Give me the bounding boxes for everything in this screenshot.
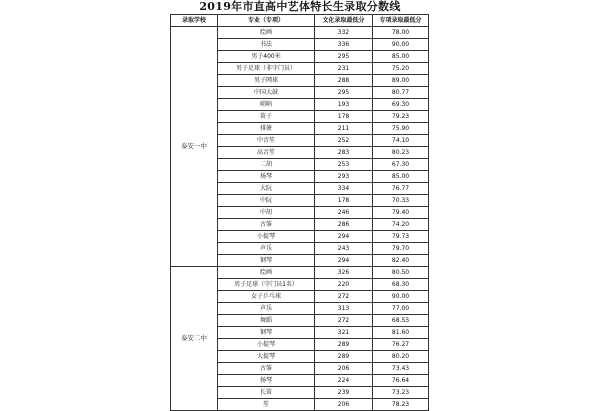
major-cell: 男子网球 bbox=[218, 75, 315, 87]
culture-score-cell: 295 bbox=[315, 87, 373, 99]
special-score-cell: 89.00 bbox=[373, 75, 429, 87]
major-cell: 二胡 bbox=[218, 159, 315, 171]
header-culture-score: 文化录取最低分 bbox=[315, 15, 373, 27]
culture-score-cell: 336 bbox=[315, 39, 373, 51]
special-score-cell: 90.00 bbox=[373, 291, 429, 303]
header-major: 专业（专项） bbox=[218, 15, 315, 27]
major-cell: 中音笙 bbox=[218, 135, 315, 147]
major-cell: 中国大鼓 bbox=[218, 87, 315, 99]
culture-score-cell: 295 bbox=[315, 51, 373, 63]
special-score-cell: 79.40 bbox=[373, 207, 429, 219]
culture-score-cell: 220 bbox=[315, 279, 373, 291]
special-score-cell: 90.00 bbox=[373, 39, 429, 51]
major-cell: 排箫 bbox=[218, 123, 315, 135]
major-cell: 绘画 bbox=[218, 267, 315, 279]
culture-score-cell: 286 bbox=[315, 219, 373, 231]
special-score-cell: 79.70 bbox=[373, 243, 429, 255]
major-cell: 男子足球（非守门员） bbox=[218, 63, 315, 75]
major-cell: 古筝 bbox=[218, 363, 315, 375]
culture-score-cell: 321 bbox=[315, 327, 373, 339]
major-cell: 绘画 bbox=[218, 27, 315, 39]
special-score-cell: 68.53 bbox=[373, 315, 429, 327]
header-special-score: 专项录取最低分 bbox=[373, 15, 429, 27]
special-score-cell: 77.00 bbox=[373, 303, 429, 315]
major-cell: 长笛 bbox=[218, 387, 315, 399]
culture-score-cell: 211 bbox=[315, 123, 373, 135]
culture-score-cell: 326 bbox=[315, 267, 373, 279]
major-cell: 扬琴 bbox=[218, 171, 315, 183]
school-name-cell: 泰安一中 bbox=[171, 27, 218, 267]
major-cell: 书法 bbox=[218, 39, 315, 51]
major-cell: 扬琴 bbox=[218, 375, 315, 387]
major-cell: 钢琴 bbox=[218, 327, 315, 339]
culture-score-cell: 246 bbox=[315, 207, 373, 219]
special-score-cell: 74.20 bbox=[373, 219, 429, 231]
culture-score-cell: 206 bbox=[315, 399, 373, 411]
culture-score-cell: 334 bbox=[315, 183, 373, 195]
special-score-cell: 80.20 bbox=[373, 351, 429, 363]
special-score-cell: 74.10 bbox=[373, 135, 429, 147]
table-body bbox=[171, 27, 429, 411]
major-cell: 唢呐 bbox=[218, 99, 315, 111]
culture-score-cell: 239 bbox=[315, 387, 373, 399]
culture-score-cell: 272 bbox=[315, 315, 373, 327]
score-table bbox=[170, 14, 429, 411]
special-score-cell: 76.27 bbox=[373, 339, 429, 351]
special-score-cell: 75.20 bbox=[373, 63, 429, 75]
special-score-cell: 78.00 bbox=[373, 27, 429, 39]
school-name-cell: 泰安二中 bbox=[171, 267, 218, 411]
special-score-cell: 76.77 bbox=[373, 183, 429, 195]
culture-score-cell: 231 bbox=[315, 63, 373, 75]
special-score-cell: 67.30 bbox=[373, 159, 429, 171]
major-cell: 大阮 bbox=[218, 183, 315, 195]
culture-score-cell: 193 bbox=[315, 99, 373, 111]
major-cell: 男子400米 bbox=[218, 51, 315, 63]
culture-score-cell: 288 bbox=[315, 75, 373, 87]
major-cell: 声乐 bbox=[218, 303, 315, 315]
major-cell: 笛子 bbox=[218, 111, 315, 123]
culture-score-cell: 178 bbox=[315, 195, 373, 207]
header-row bbox=[171, 15, 429, 27]
page-title: 2019年市直高中艺体特长生录取分数线 bbox=[199, 0, 401, 13]
special-score-cell: 81.60 bbox=[373, 327, 429, 339]
major-cell: 声乐 bbox=[218, 243, 315, 255]
special-score-cell: 80.77 bbox=[373, 87, 429, 99]
table-row bbox=[171, 267, 429, 279]
culture-score-cell: 313 bbox=[315, 303, 373, 315]
table-row bbox=[171, 27, 429, 39]
major-cell: 小提琴 bbox=[218, 231, 315, 243]
culture-score-cell: 289 bbox=[315, 351, 373, 363]
major-cell: 高音笙 bbox=[218, 147, 315, 159]
special-score-cell: 70.33 bbox=[373, 195, 429, 207]
major-cell: 中胡 bbox=[218, 207, 315, 219]
special-score-cell: 75.90 bbox=[373, 123, 429, 135]
culture-score-cell: 224 bbox=[315, 375, 373, 387]
major-cell: 钢琴 bbox=[218, 255, 315, 267]
culture-score-cell: 206 bbox=[315, 363, 373, 375]
major-cell: 古筝 bbox=[218, 219, 315, 231]
culture-score-cell: 283 bbox=[315, 147, 373, 159]
major-cell: 女子乒乓球 bbox=[218, 291, 315, 303]
culture-score-cell: 178 bbox=[315, 111, 373, 123]
special-score-cell: 69.30 bbox=[373, 99, 429, 111]
culture-score-cell: 289 bbox=[315, 339, 373, 351]
major-cell: 男子足球（守门员1名） bbox=[218, 279, 315, 291]
major-cell: 大提琴 bbox=[218, 351, 315, 363]
major-cell: 笙 bbox=[218, 399, 315, 411]
major-cell: 舞蹈 bbox=[218, 315, 315, 327]
culture-score-cell: 253 bbox=[315, 159, 373, 171]
special-score-cell: 79.23 bbox=[373, 111, 429, 123]
special-score-cell: 80.23 bbox=[373, 147, 429, 159]
special-score-cell: 76.64 bbox=[373, 375, 429, 387]
culture-score-cell: 272 bbox=[315, 291, 373, 303]
major-cell: 小提琴 bbox=[218, 339, 315, 351]
special-score-cell: 85.00 bbox=[373, 51, 429, 63]
special-score-cell: 80.50 bbox=[373, 267, 429, 279]
culture-score-cell: 294 bbox=[315, 255, 373, 267]
culture-score-cell: 332 bbox=[315, 27, 373, 39]
special-score-cell: 79.73 bbox=[373, 231, 429, 243]
special-score-cell: 68.30 bbox=[373, 279, 429, 291]
header-school: 录取学校 bbox=[171, 15, 218, 27]
table-header bbox=[171, 15, 429, 27]
special-score-cell: 78.23 bbox=[373, 399, 429, 411]
special-score-cell: 73.43 bbox=[373, 363, 429, 375]
special-score-cell: 85.00 bbox=[373, 171, 429, 183]
culture-score-cell: 293 bbox=[315, 171, 373, 183]
culture-score-cell: 294 bbox=[315, 231, 373, 243]
special-score-cell: 82.40 bbox=[373, 255, 429, 267]
culture-score-cell: 243 bbox=[315, 243, 373, 255]
special-score-cell: 73.23 bbox=[373, 387, 429, 399]
major-cell: 中阮 bbox=[218, 195, 315, 207]
culture-score-cell: 252 bbox=[315, 135, 373, 147]
